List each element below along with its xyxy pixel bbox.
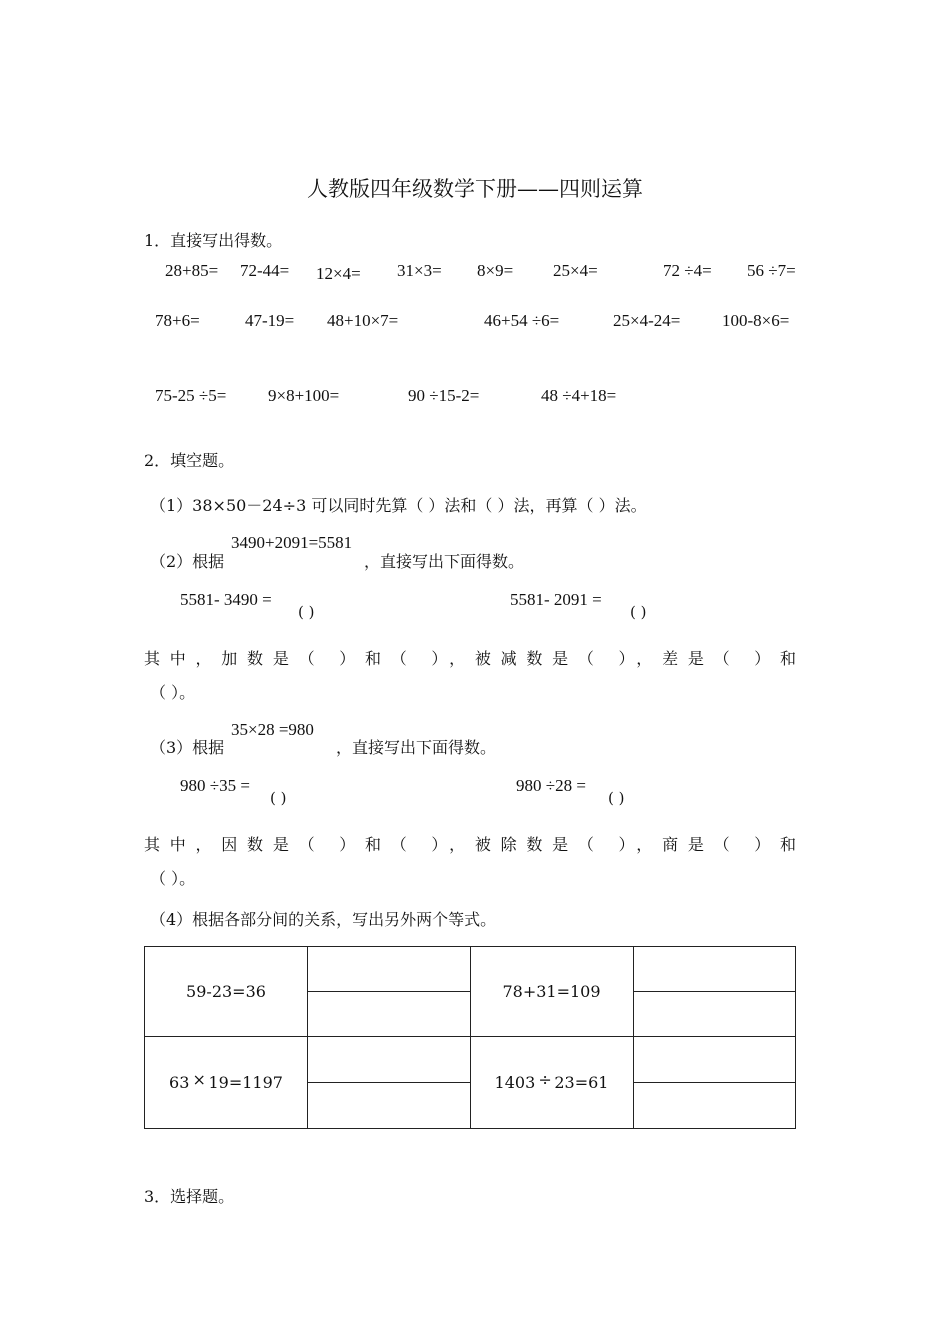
equation-part: 63 [169, 1073, 190, 1092]
answer-cell[interactable] [633, 1083, 796, 1129]
answer-cell[interactable] [633, 992, 796, 1037]
fill-line: 其中，加数是（ ）和（ ），被减数是（ ），差是（ ）和 [144, 649, 796, 668]
page-title: 人教版四年级数学下册——四则运算 [307, 177, 643, 201]
problem: 5581- 2091 = [510, 590, 602, 609]
problem: 9×8+100= [268, 386, 340, 405]
answer-blank: ( ) [608, 789, 625, 807]
problem: 72 ÷4= [663, 261, 712, 280]
given-equation: 3490+2091=5581 [231, 533, 353, 552]
problem: 72-44= [240, 261, 290, 280]
relation-table [144, 946, 796, 1129]
equation-part: 23=61 [554, 1073, 609, 1092]
problem: 100-8×6= [722, 311, 790, 330]
problem: 48+10×7= [327, 311, 399, 330]
table-cell-equation: 59-23=36 [145, 947, 308, 1037]
question-2-2-suffix: ，直接写出下面得数。 [364, 552, 525, 571]
operator: ÷ [538, 1070, 552, 1089]
question-2-3-suffix: ，直接写出下面得数。 [336, 738, 497, 757]
answer-cell[interactable] [633, 1037, 796, 1083]
answer-cell[interactable] [308, 1037, 471, 1083]
problem: 25×4-24= [613, 311, 681, 330]
answer-blank: ( ) [270, 789, 287, 807]
equation-part: 1403 [494, 1073, 536, 1092]
section-2-heading: 2．填空题。 [144, 451, 235, 470]
problem: 31×3= [397, 261, 442, 280]
table-cell-equation [145, 1037, 308, 1129]
question-2-4: （4）根据各部分间的关系，写出另外两个等式。 [150, 910, 497, 929]
table-cell-equation: 78+31=109 [470, 947, 633, 1037]
problem: 78+6= [155, 311, 200, 330]
answer-blank: ( ) [630, 603, 647, 621]
problem: 25×4= [553, 261, 598, 280]
question-2-1: （1）38×50－24÷3 可以同时先算（ ）法和（ ）法，再算（ ）法。 [150, 496, 647, 515]
section-1-heading: 1．直接写出得数。 [144, 231, 283, 250]
equation-part: 19=1197 [208, 1073, 283, 1092]
problem: 980 ÷28 = [516, 776, 586, 795]
problem: 47-19= [245, 311, 295, 330]
table-cell-equation [470, 1037, 633, 1129]
answer-cell[interactable] [308, 947, 471, 992]
question-2-3-prefix: （3）根据 [150, 738, 225, 757]
problem: 5581- 3490 = [180, 590, 272, 609]
problem: 56 ÷7= [747, 261, 796, 280]
answer-cell[interactable] [633, 947, 796, 992]
problem: 48 ÷4+18= [541, 386, 617, 405]
fill-line: （ ）。 [150, 869, 196, 888]
section-3-heading: 3．选择题。 [144, 1187, 235, 1206]
problem: 12×4= [316, 264, 361, 283]
fill-line: （ ）。 [150, 683, 196, 702]
answer-cell[interactable] [308, 992, 471, 1037]
given-equation: 35×28 =980 [231, 720, 314, 739]
problem: 90 ÷15-2= [408, 386, 480, 405]
question-2-2-prefix: （2）根据 [150, 552, 225, 571]
problem: 980 ÷35 = [180, 776, 250, 795]
problem: 75-25 ÷5= [155, 386, 227, 405]
operator: × [192, 1070, 206, 1089]
problem: 28+85= [165, 261, 219, 280]
fill-line: 其中，因数是（ ）和（ ），被除数是（ ），商是（ ）和 [144, 835, 796, 854]
answer-blank: ( ) [298, 603, 315, 621]
problem: 46+54 ÷6= [484, 311, 560, 330]
problem: 8×9= [477, 261, 514, 280]
answer-cell[interactable] [308, 1083, 471, 1129]
